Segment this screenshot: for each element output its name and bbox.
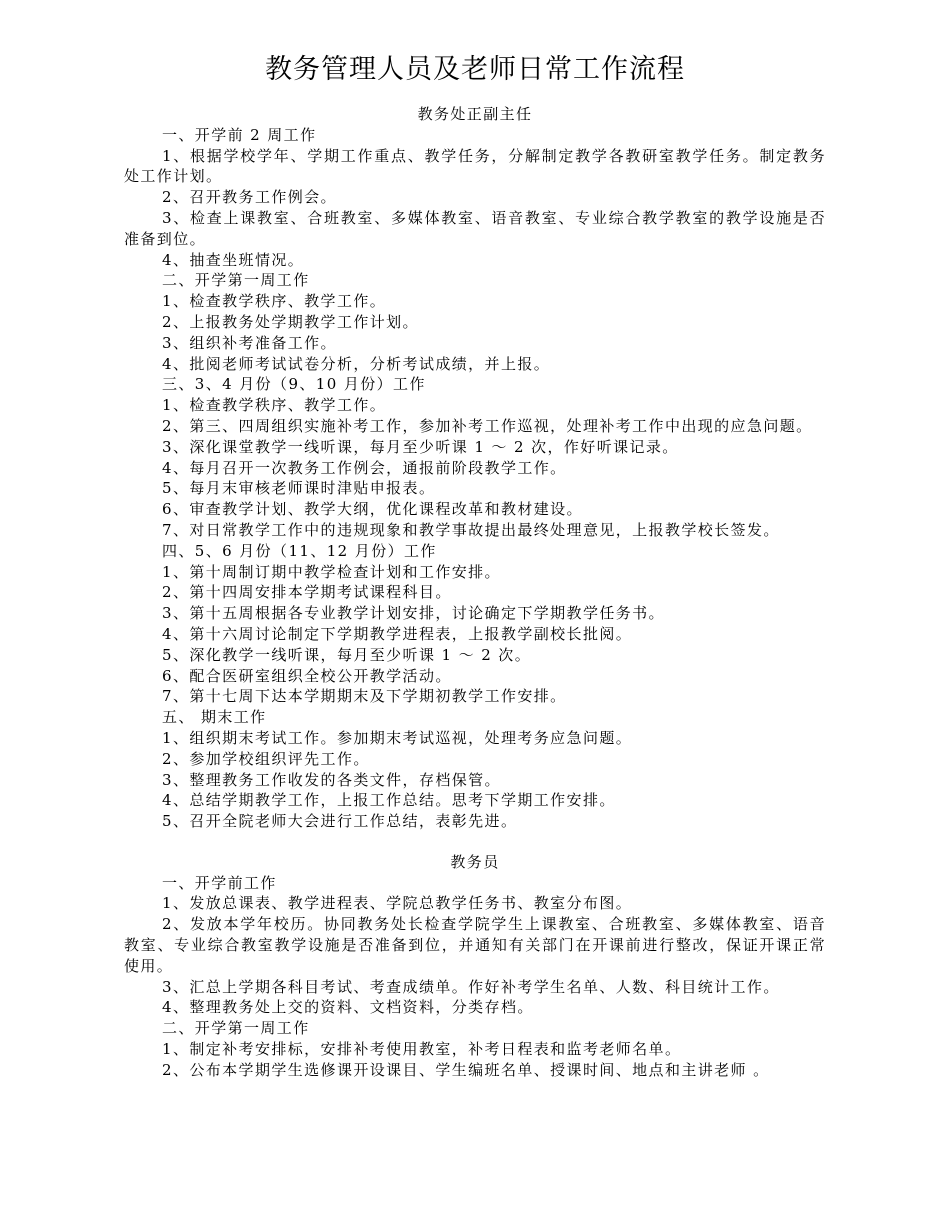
list-item: 3、组织补考准备工作。 bbox=[162, 333, 337, 352]
list-item: 2、上报教务处学期教学工作计划。 bbox=[162, 312, 419, 331]
list-item: 6、配合医研室组织全校公开教学活动。 bbox=[162, 666, 452, 685]
section-heading: 二、开学第一周工作 bbox=[162, 1019, 310, 1038]
section-heading: 三、3、4 月份（9、10 月份）工作 bbox=[162, 375, 426, 394]
list-item: 3、深化课堂教学一线听课，每月至少听课 1 ～ 2 次，作好听课记录。 bbox=[162, 437, 679, 456]
list-item: 4、整理教务处上交的资料、文档资料，分类存档。 bbox=[162, 998, 534, 1017]
list-item: 5、召开全院老师大会进行工作总结，表彰先进。 bbox=[162, 812, 518, 831]
list-item: 2、发放本学年校历。协同教务处长检查学院学生上课教室、合班教室、多媒体教室、语音教室、专业综合教室教学设施是否准备到位，并通知有关部门在开课前进行整改，保证开课正常使用。 bbox=[124, 915, 826, 975]
document-content bbox=[124, 104, 826, 1081]
section-heading: 四、5、6 月份（11、12 月份）工作 bbox=[162, 541, 437, 560]
list-item: 1、发放总课表、教学进程表、学院总教学任务书、教室分布图。 bbox=[162, 894, 633, 913]
section-heading: 五、 期末工作 bbox=[162, 708, 267, 727]
list-item: 2、公布本学期学生选修课开设课目、学生编班名单、授课时间、地点和主讲老师 。 bbox=[162, 1060, 770, 1079]
document-title: 教务管理人员及老师日常工作流程 bbox=[265, 54, 685, 85]
list-item: 1、组织期末考试工作。参加期末考试巡视，处理考务应急问题。 bbox=[162, 728, 633, 747]
list-item: 4、批阅老师考试试卷分析，分析考试成绩，并上报。 bbox=[162, 354, 551, 373]
list-item: 1、检查教学秩序、教学工作。 bbox=[162, 292, 387, 311]
list-item: 3、整理教务工作收发的各类文件，存档保管。 bbox=[162, 770, 501, 789]
list-item: 3、检查上课教室、合班教室、多媒体教室、语音教室、专业综合教学教室的教学设施是否准备到位。 bbox=[124, 208, 826, 248]
list-item: 2、参加学校组织评先工作。 bbox=[162, 749, 370, 768]
list-item: 5、每月末审核老师课时津贴申报表。 bbox=[162, 479, 436, 498]
list-item: 1、制定补考安排标，安排补考使用教室，补考日程表和监考老师名单。 bbox=[162, 1040, 682, 1059]
section-heading: 一、开学前工作 bbox=[162, 873, 277, 892]
list-item: 6、审查教学计划、教学大纲，优化课程改革和教材建设。 bbox=[162, 500, 583, 519]
list-item: 4、第十六周讨论制定下学期教学进程表，上报教学副校长批阅。 bbox=[162, 624, 633, 643]
list-item: 7、第十七周下达本学期期末及下学期初教学工作安排。 bbox=[162, 687, 567, 706]
list-item: 7、对日常教学工作中的违规现象和教学事故提出最终处理意见，上报教学校长签发。 bbox=[162, 520, 780, 539]
list-item: 4、总结学期教学工作，上报工作总结。思考下学期工作安排。 bbox=[162, 791, 616, 810]
list-item: 5、深化教学一线听课，每月至少听课 1 ～ 2 次。 bbox=[162, 645, 532, 664]
list-item: 1、第十周制订期中教学检查计划和工作安排。 bbox=[162, 562, 501, 581]
list-item: 1、检查教学秩序、教学工作。 bbox=[162, 396, 387, 415]
role-heading: 教务处正副主任 bbox=[417, 105, 533, 123]
section-heading: 二、开学第一周工作 bbox=[162, 271, 310, 290]
section-heading: 一、开学前 2 周工作 bbox=[162, 125, 317, 144]
list-item: 2、第三、四周组织实施补考工作，参加补考工作巡视，处理补考工作中出现的应急问题。 bbox=[162, 416, 813, 435]
list-item: 4、抽查坐班情况。 bbox=[162, 250, 305, 269]
role-heading: 教务员 bbox=[450, 852, 500, 871]
list-item: 2、召开教务工作例会。 bbox=[162, 188, 337, 207]
list-item: 2、第十四周安排本学期考试课程科目。 bbox=[162, 583, 452, 602]
list-item: 4、每月召开一次教务工作例会，通报前阶段教学工作。 bbox=[162, 458, 567, 477]
list-item: 3、汇总上学期各科目考试、考查成绩单。作好补考学生名单、人数、科目统计工作。 bbox=[162, 977, 780, 996]
list-item: 3、第十五周根据各专业教学计划安排，讨论确定下学期教学任务书。 bbox=[162, 604, 665, 623]
list-item: 1、根据学校学年、学期工作重点、教学任务，分解制定教学各教研室教学任务。制定教务处工作计划。 bbox=[124, 146, 826, 186]
